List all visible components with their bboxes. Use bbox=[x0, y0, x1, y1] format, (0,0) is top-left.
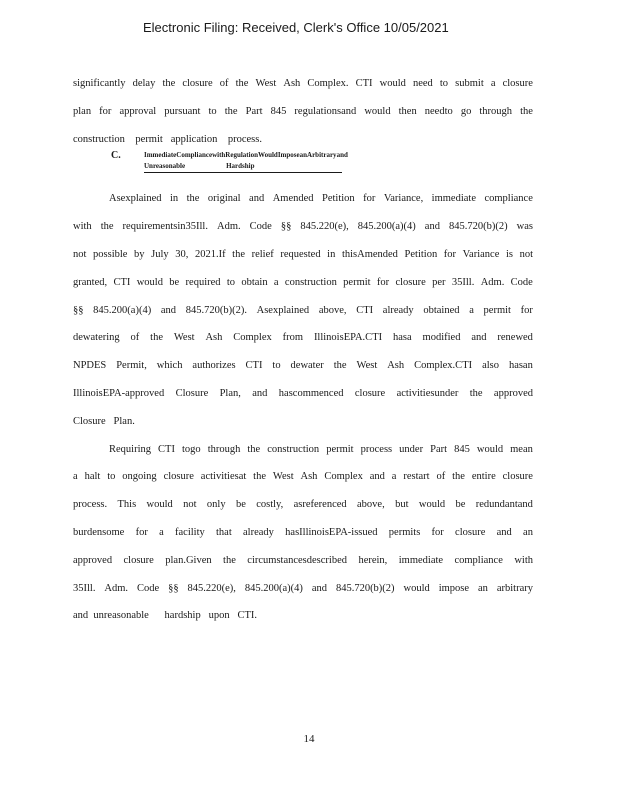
text-line: NPDES Permit, which authorizes CTI to dewater the West Ash Complex.CTI also hasan bbox=[73, 360, 533, 372]
section-heading-letter: C. bbox=[111, 150, 121, 162]
text-line: not possible by July 30, 2021.If the relief requested in thisAmended Petition for Variance is not bbox=[73, 248, 533, 260]
paragraph-1 bbox=[73, 185, 533, 435]
paragraph-top bbox=[73, 70, 533, 153]
paragraph-2 bbox=[73, 436, 533, 631]
section-heading-text bbox=[144, 150, 348, 173]
heading-word: Compliance bbox=[176, 151, 213, 160]
heading-word: Regulation bbox=[225, 151, 258, 160]
text-line: Requiring CTI togo through the construction permit process under Part 845 would mean bbox=[109, 443, 533, 455]
text-line: burdensome for a facility that already hasIllinoisEPA-issued permits for closure and an bbox=[73, 526, 533, 538]
filing-stamp: Electronic Filing: Received, Clerk's Office 10/05/2021 bbox=[143, 20, 449, 35]
heading-word: Hardship bbox=[226, 162, 255, 171]
text-line: construction permit application process. bbox=[73, 133, 262, 145]
section-heading bbox=[73, 147, 533, 181]
heading-word: Unreasonable bbox=[144, 162, 186, 171]
heading-word: Impose bbox=[277, 151, 300, 160]
section-heading-line-1 bbox=[144, 150, 348, 161]
page-number: 14 bbox=[303, 733, 315, 745]
text-line: dewatering of the West Ash Complex from IllinoisEPA.CTI hasa modified and renewed bbox=[73, 332, 533, 344]
text-line: significantly delay the closure of the West Ash Complex. CTI would need to submit a closure bbox=[73, 78, 533, 89]
heading-word: Arbitrary bbox=[307, 151, 337, 160]
text-line: granted, CTI would be required to obtain a construction permit for closure per 35Ill. Adm. Code bbox=[73, 276, 533, 288]
text-line: and unreasonable hardship upon CTI. bbox=[73, 610, 258, 622]
text-line: approved closure plan.Given the circumstancesdescribed herein, immediate compliance with bbox=[73, 554, 533, 566]
heading-word: with bbox=[212, 151, 226, 160]
text-line: §§ 845.200(a)(4) and 845.720(b)(2). Asexplained above, CTI already obtained a permit for bbox=[73, 304, 533, 316]
heading-word: and bbox=[336, 151, 348, 160]
text-line: with the requirementsin35Ill. Adm. Code §§ 845.220(e), 845.200(a)(4) and 845.720(b)(2) was bbox=[73, 221, 533, 233]
text-line: plan for approval pursuant to the Part 845 regulationsand would then needto go through the bbox=[73, 105, 533, 117]
heading-word: an bbox=[299, 151, 308, 160]
heading-word: Would bbox=[257, 151, 278, 160]
section-heading-line-2 bbox=[144, 161, 342, 173]
text-line: 35Ill. Adm. Code §§ 845.220(e), 845.200(a)(4) and 845.720(b)(2) would impose an arbitrary bbox=[73, 582, 533, 594]
text-line: process. This would not only be costly, asreferenced above, but would be redundantand bbox=[73, 499, 533, 511]
text-line: Closure Plan. bbox=[73, 415, 135, 427]
text-line: Asexplained in the original and Amended Petition for Variance, immediate compliance bbox=[109, 193, 533, 205]
document-body bbox=[73, 70, 533, 630]
text-line: a halt to ongoing closure activitiesat the West Ash Complex and a restart of the entire closure bbox=[73, 471, 533, 483]
heading-word: Immediate bbox=[144, 151, 177, 160]
text-line: IllinoisEPA-approved Closure Plan, and hascommenced closure activitiesunder the approved bbox=[73, 387, 533, 399]
